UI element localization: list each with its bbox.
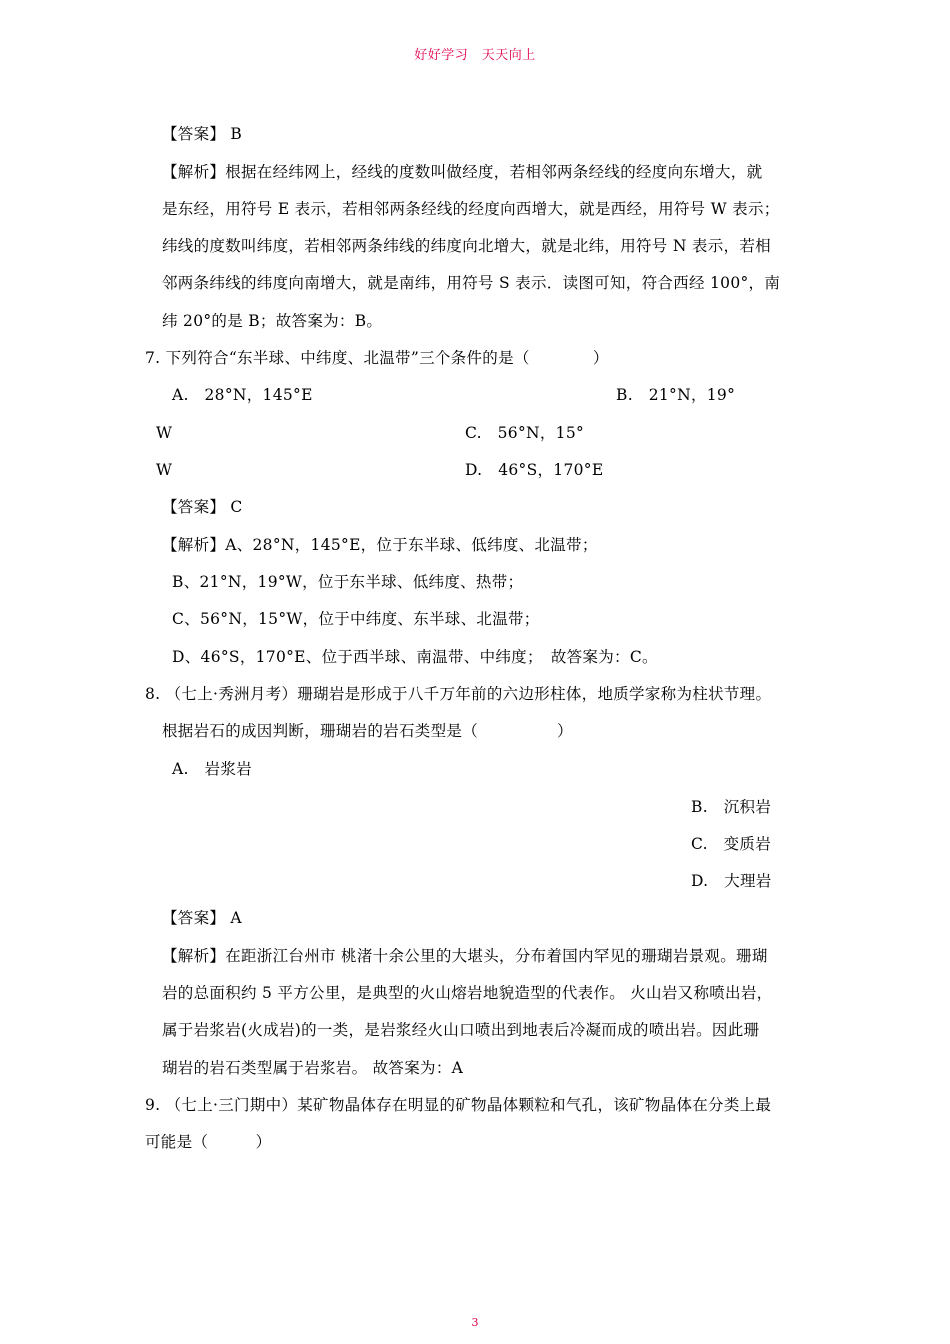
q7-option-c: C. 56°N，15° [465,424,585,442]
q6-analysis-line-5: 纬 20°的是 B；故答案为：B。 [162,312,383,330]
q6-analysis-line-3: 纬线的度数叫纬度，若相邻两条纬线的纬度向北增大，就是北纬，用符号 N 表示，若相 [162,237,771,255]
q8-analysis-line-3: 属于岩浆岩(火成岩)的一类，是岩浆经火山口喷出到地表后冷凝而成的喷出岩。因此珊 [162,1021,760,1039]
q9-stem-line-1: 9. （七上·三门期中）某矿物晶体存在明显的矿物晶体颗粒和气孔，该矿物晶体在分类上最 [145,1096,772,1114]
q7-option-c-wrap: W [156,461,173,479]
q7-option-a: A. 28°N，145°E [172,386,313,404]
q8-analysis-line-1: 【解析】在距浙江台州市 桃渚十余公里的大堪头，分布着国内罕见的珊瑚岩景观。珊瑚 [162,947,768,965]
q6-answer: 【答案】 B [162,125,243,143]
q7-analysis-line-1: 【解析】A、28°N，145°E，位于东半球、低纬度、北温带； [162,536,598,554]
q7-analysis-line-3: C、56°N，15°W，位于中纬度、东半球、北温带； [172,610,540,628]
q7-option-b: B. 21°N，19° [616,386,736,404]
q6-analysis-line-2: 是东经，用符号 E 表示，若相邻两条经线的经度向西增大，就是西经，用符号 W 表示； [162,200,780,218]
page-header: 好好学习 天天向上 [414,48,536,63]
q8-analysis-line-2: 岩的总面积约 5 平方公里，是典型的火山熔岩地貌造型的代表作。 火山岩又称喷出岩， [162,984,773,1002]
q7-analysis-line-4: D、46°S，170°E、位于西半球、南温带、中纬度； 故答案为：C。 [172,648,658,666]
q6-analysis-line-1: 【解析】根据在经纬网上，经线的度数叫做经度，若相邻两条经线的经度向东增大，就 [162,163,763,181]
q8-stem-line-1: 8. （七上·秀洲月考）珊瑚岩是形成于八千万年前的六边形柱体，地质学家称为柱状节理。 [145,685,772,703]
q6-analysis-line-4: 邻两条纬线的纬度向南增大，就是南纬，用符号 S 表示．读图可知，符合西经 100°，南 [162,274,781,292]
q8-stem-line-2: 根据岩石的成因判断，珊瑚岩的岩石类型是（ ） [162,722,573,740]
q8-option-c: C. 变质岩 [691,835,772,853]
q7-analysis-line-2: B、21°N，19°W，位于东半球、低纬度、热带； [172,573,524,591]
q7-stem: 7. 下列符合“东半球、中纬度、北温带”三个条件的是（ ） [145,349,609,367]
q8-analysis-line-4: 瑚岩的岩石类型属于岩浆岩。 故答案为：A [162,1059,464,1077]
q7-option-d: D. 46°S，170°E [465,461,604,479]
q7-option-b-wrap: W [156,424,173,442]
q8-option-a: A. 岩浆岩 [172,760,252,778]
q7-answer: 【答案】 C [162,498,243,516]
q8-option-d: D. 大理岩 [691,872,772,890]
q9-stem-line-2: 可能是（ ） [145,1133,272,1151]
q8-answer: 【答案】 A [162,909,242,927]
page-number: 3 [471,1316,479,1329]
q8-option-b: B. 沉积岩 [691,798,772,816]
